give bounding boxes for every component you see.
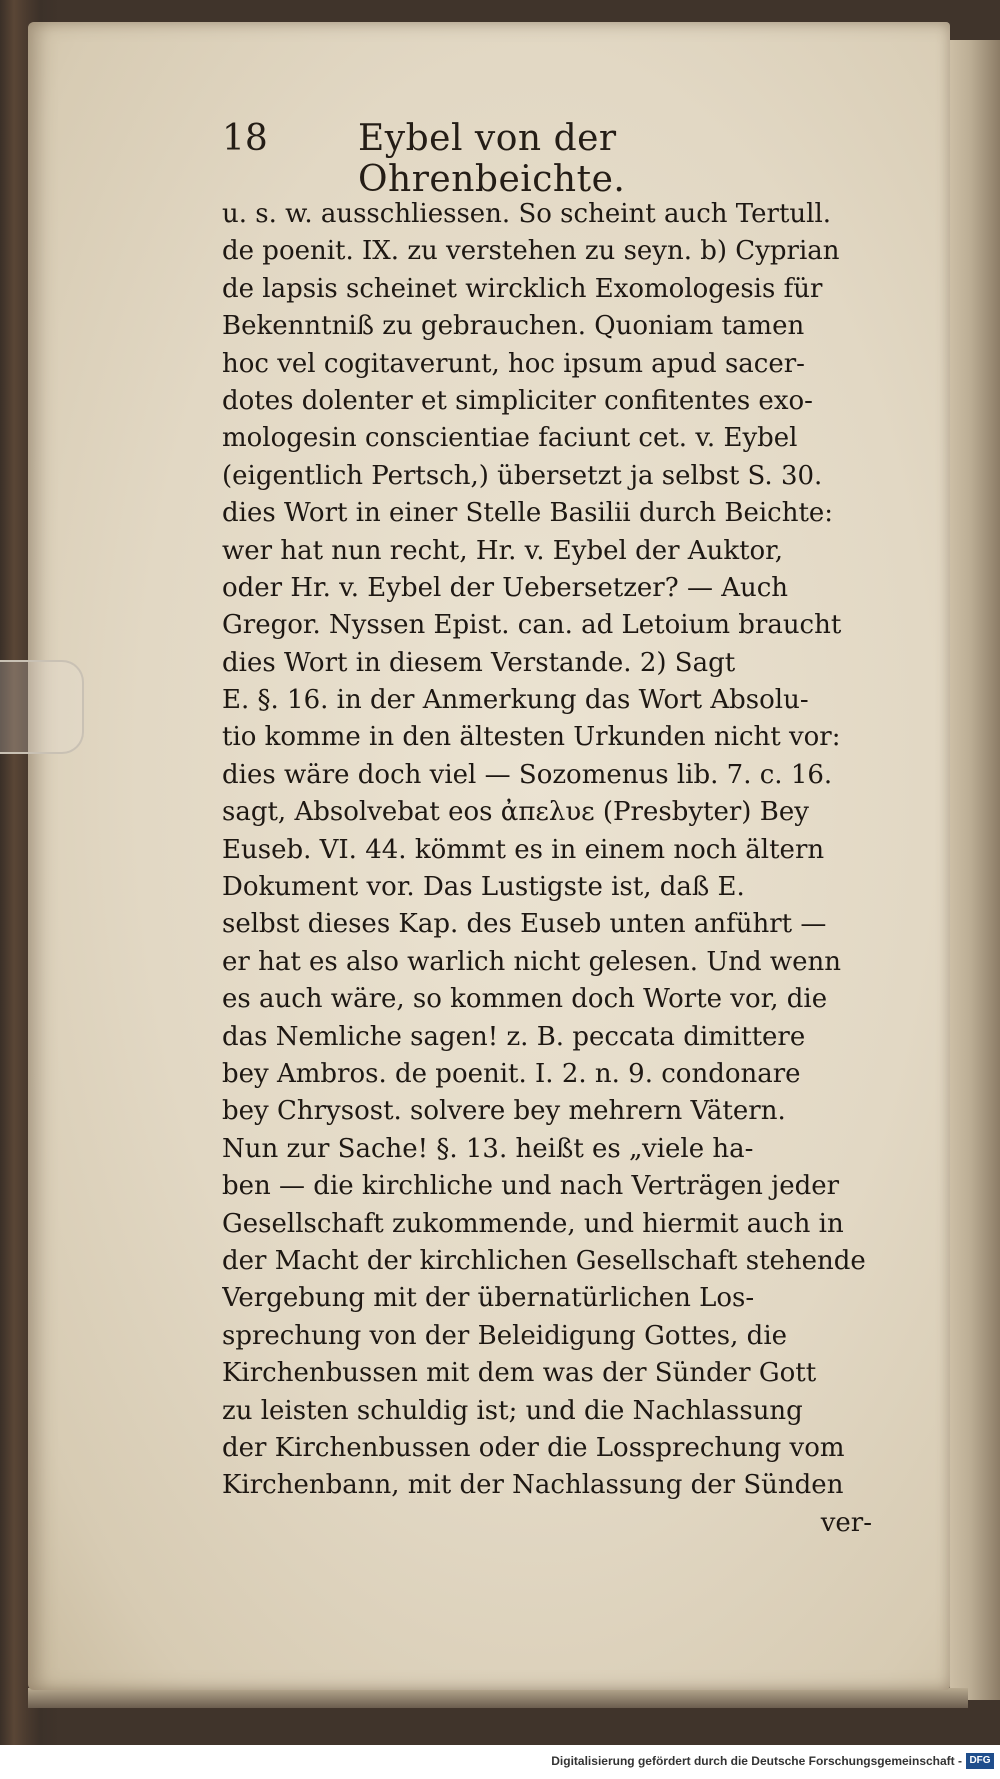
text-line: ben — die kirchliche und nach Verträgen jeder xyxy=(222,1171,840,1202)
text-line: der Macht der kirchlichen Gesellschaft stehende xyxy=(222,1245,866,1276)
book-bottom-edge xyxy=(28,1688,968,1708)
text-line: Bekenntniß zu gebrauchen. Quoniam tamen xyxy=(222,311,805,342)
running-title: Eybel von der Ohrenbeichte. xyxy=(358,118,626,200)
text-line: tio komme in den ältesten Urkunden nicht vor: xyxy=(222,722,841,753)
text-line: der Kirchenbussen oder die Lossprechung vom xyxy=(222,1432,845,1463)
text-line: Euseb. VI. 44. kömmt es in einem noch ältern xyxy=(222,834,825,865)
text-line: E. §. 16. in der Anmerkung das Wort Absolu- xyxy=(222,685,809,716)
page-header xyxy=(222,118,782,200)
text-line: dies Wort in einer Stelle Basilii durch Beichte: xyxy=(222,498,834,529)
text-line: bey Ambros. de poenit. I. 2. n. 9. condonare xyxy=(222,1058,801,1089)
page-edges xyxy=(950,40,1000,1700)
text-line: dotes dolenter et simpliciter confitentes exo- xyxy=(222,385,813,416)
page-tab-outline xyxy=(0,660,84,754)
text-line: Kirchenbann, mit der Nachlassung der Sünden xyxy=(222,1470,844,1501)
text-line: es auch wäre, so kommen doch Worte vor, die xyxy=(222,984,828,1015)
body-text xyxy=(222,196,884,1542)
text-line: das Nemliche sagen! z. B. peccata dimittere xyxy=(222,1021,806,1052)
text-line: (eigentlich Pertsch,) übersetzt ja selbst S. 30. xyxy=(222,460,823,491)
funding-credit: Digitalisierung gefördert durch die Deutsche Forschungsgemeinschaft - xyxy=(551,1754,962,1768)
text-line: Gregor. Nyssen Epist. can. ad Letoium braucht xyxy=(222,610,842,641)
text-line: sprechung von der Beleidigung Gottes, die xyxy=(222,1320,788,1351)
text-line: de lapsis scheinet wircklich Exomologesis für xyxy=(222,273,823,304)
text-line: hoc vel cogitaverunt, hoc ipsum apud sacer- xyxy=(222,348,805,379)
text-line: Nun zur Sache! §. 13. heißt es „viele ha- xyxy=(222,1133,754,1164)
text-line: dies Wort in diesem Verstande. 2) Sagt xyxy=(222,647,736,678)
text-line: u. s. w. ausschliessen. So scheint auch Tertull. xyxy=(222,199,832,229)
catchword: ver- xyxy=(820,1507,872,1538)
text-line: dies wäre doch viel — Sozomenus lib. 7. c. 16. xyxy=(222,759,833,790)
text-line: bey Chrysost. solvere bey mehrern Vätern. xyxy=(222,1096,786,1127)
text-line: wer hat nun recht, Hr. v. Eybel der Auktor, xyxy=(222,535,784,566)
text-line: de poenit. IX. zu verstehen zu seyn. b) Cyprian xyxy=(222,236,840,267)
text-line: Gesellschaft zukommende, und hiermit auch in xyxy=(222,1208,844,1239)
footer-bar xyxy=(0,1745,1000,1779)
dfg-logo-icon: DFG xyxy=(966,1753,994,1769)
text-line: selbst dieses Kap. des Euseb unten anführt — xyxy=(222,909,827,940)
text-line: Dokument vor. Das Lustigste ist, daß E. xyxy=(222,872,745,903)
text-line: Vergebung mit der übernatürlichen Los- xyxy=(222,1283,755,1314)
text-line: er hat es also warlich nicht gelesen. Und wenn xyxy=(222,946,842,977)
text-line: zu leisten schuldig ist; und die Nachlassung xyxy=(222,1395,803,1426)
page-number: 18 xyxy=(222,118,268,159)
text-line: mologesin conscientiae faciunt cet. v. Eybel xyxy=(222,423,798,454)
text-line: Kirchenbussen mit dem was der Sünder Gott xyxy=(222,1358,817,1389)
text-line: sagt, Absolvebat eos ἀπελυε (Presbyter) Bey xyxy=(222,797,809,828)
text-line: oder Hr. v. Eybel der Uebersetzer? — Auch xyxy=(222,572,789,603)
